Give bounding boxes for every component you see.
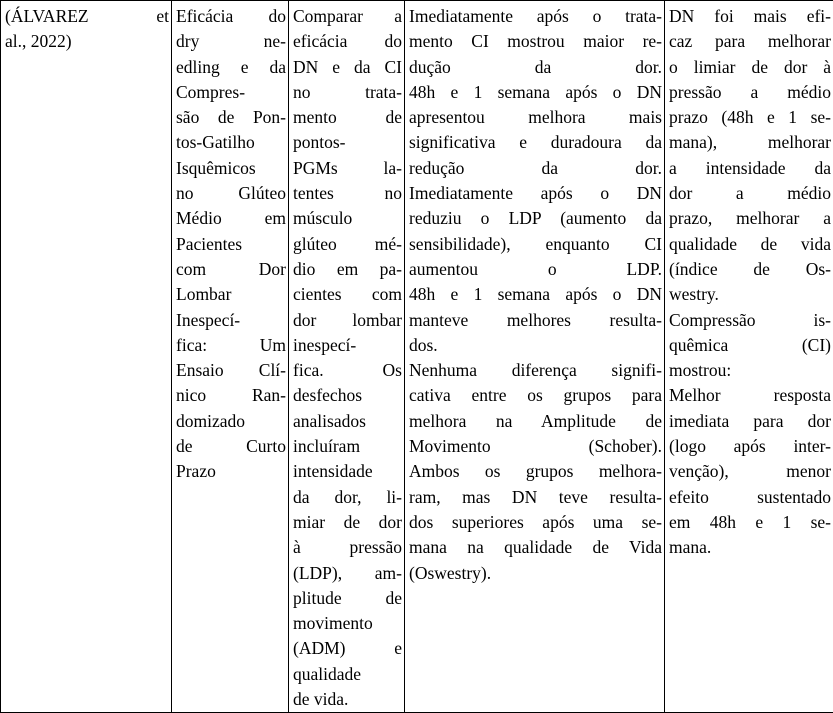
text-line: mento de (293, 105, 402, 130)
text-line: PGMs la- (293, 156, 402, 181)
text-line: caz para melhorar (669, 29, 831, 54)
text-line: dry ne- (176, 29, 286, 54)
text-line: manteve melhores resulta- (409, 308, 662, 333)
table-row (1, 1, 833, 713)
text-line: movimento (293, 611, 402, 636)
text-line: no Glúteo (176, 181, 286, 206)
text-line: (ÁLVAREZ et (5, 4, 169, 29)
text-line: 48h e 1 semana após o DN (409, 282, 662, 307)
text-line: fica. Os (293, 358, 402, 383)
text-line: dio em pa- (293, 257, 402, 282)
text-line: imediata para dor (669, 409, 831, 434)
reference-cell (1, 1, 172, 713)
text-line: com Dor (176, 257, 286, 282)
text-line: Melhor resposta (669, 383, 831, 408)
text-line: Ambos os grupos melhora- (409, 459, 662, 484)
text-line: analisados (293, 409, 402, 434)
text-line: Ensaio Clí- (176, 358, 286, 383)
text-line: (logo após inter- (669, 434, 831, 459)
text-line: edling e da (176, 55, 286, 80)
text-line: Movimento (Schober). (409, 434, 662, 459)
text-line: melhora na Amplitude de (409, 409, 662, 434)
text-line: Médio em (176, 206, 286, 231)
text-line: eficácia do (293, 29, 402, 54)
conclusion-cell (665, 1, 833, 713)
text-line: são de Pon- (176, 105, 286, 130)
text-line: Comparar a (293, 4, 402, 29)
text-line: no trata- (293, 80, 402, 105)
text-line: efeito sustentado (669, 485, 831, 510)
text-line: Imediatamente após o trata- (409, 4, 662, 29)
text-line: plitude de (293, 586, 402, 611)
text-line: reduziu o LDP (aumento da (409, 206, 662, 231)
text-line: Nenhuma diferença signifi- (409, 358, 662, 383)
text-line: redução da dor. (409, 156, 662, 181)
results-cell (405, 1, 665, 713)
text-line: dos superiores após uma se- (409, 510, 662, 535)
text-line: Compressão is- (669, 308, 831, 333)
text-line: DN foi mais efi- (669, 4, 831, 29)
text-line: qualidade (293, 662, 402, 687)
text-line: (LDP), am- (293, 561, 402, 586)
text-line: (Oswestry). (409, 561, 662, 586)
text-line: Prazo (176, 459, 286, 484)
text-line: dos. (409, 333, 662, 358)
text-line: nico Ran- (176, 383, 286, 408)
text-line: aumentou o LDP. (409, 257, 662, 282)
text-line: quêmica (CI) (669, 333, 831, 358)
text-line: Isquêmicos (176, 156, 286, 181)
text-line: pontos- (293, 130, 402, 155)
text-line: mana), melhorar (669, 130, 831, 155)
text-line: cientes com (293, 282, 402, 307)
text-line: tos-Gatilho (176, 130, 286, 155)
text-line: de vida. (293, 687, 402, 712)
text-line: miar de dor (293, 510, 402, 535)
text-line: al., 2022) (5, 29, 169, 54)
text-line: Compres- (176, 80, 286, 105)
text-line: significativa e duradoura da (409, 130, 662, 155)
text-line: domizado (176, 409, 286, 434)
text-line: à pressão (293, 535, 402, 560)
text-line: prazo, melhorar a (669, 206, 831, 231)
text-line: mostrou: (669, 358, 831, 383)
text-line: incluíram (293, 434, 402, 459)
text-line: fica: Um (176, 333, 286, 358)
text-line: dor lombar (293, 308, 402, 333)
text-line: de Curto (176, 434, 286, 459)
text-line: tentes no (293, 181, 402, 206)
text-line: cativa entre os grupos para (409, 383, 662, 408)
text-line: dução da dor. (409, 55, 662, 80)
text-line: em 48h e 1 se- (669, 510, 831, 535)
text-line: glúteo mé- (293, 232, 402, 257)
text-line: (índice de Os- (669, 257, 831, 282)
text-line: intensidade (293, 459, 402, 484)
text-line: desfechos (293, 383, 402, 408)
text-line: (ADM) e (293, 636, 402, 661)
text-line: Eficácia do (176, 4, 286, 29)
text-line: prazo (48h e 1 se- (669, 105, 831, 130)
text-line: a intensidade da (669, 156, 831, 181)
text-line: venção), menor (669, 459, 831, 484)
text-line: sensibilidade), enquanto CI (409, 232, 662, 257)
text-line: Inespecí- (176, 308, 286, 333)
text-line: Imediatamente após o DN (409, 181, 662, 206)
text-line: westry. (669, 282, 831, 307)
objective-cell (289, 1, 405, 713)
text-line: qualidade de vida (669, 232, 831, 257)
text-line: mento CI mostrou maior re- (409, 29, 662, 54)
text-line: apresentou melhora mais (409, 105, 662, 130)
text-line: 48h e 1 semana após o DN (409, 80, 662, 105)
text-line: ram, mas DN teve resulta- (409, 485, 662, 510)
text-line: pressão a médio (669, 80, 831, 105)
text-line: inespecí- (293, 333, 402, 358)
text-line: Lombar (176, 282, 286, 307)
text-line: dor a médio (669, 181, 831, 206)
text-line: Pacientes (176, 232, 286, 257)
text-line: músculo (293, 206, 402, 231)
text-line: mana. (669, 535, 831, 560)
text-line: mana na qualidade de Vida (409, 535, 662, 560)
text-line: o limiar de dor à (669, 55, 831, 80)
text-line: da dor, li- (293, 485, 402, 510)
study-title-cell (172, 1, 289, 713)
text-line: DN e da CI (293, 55, 402, 80)
